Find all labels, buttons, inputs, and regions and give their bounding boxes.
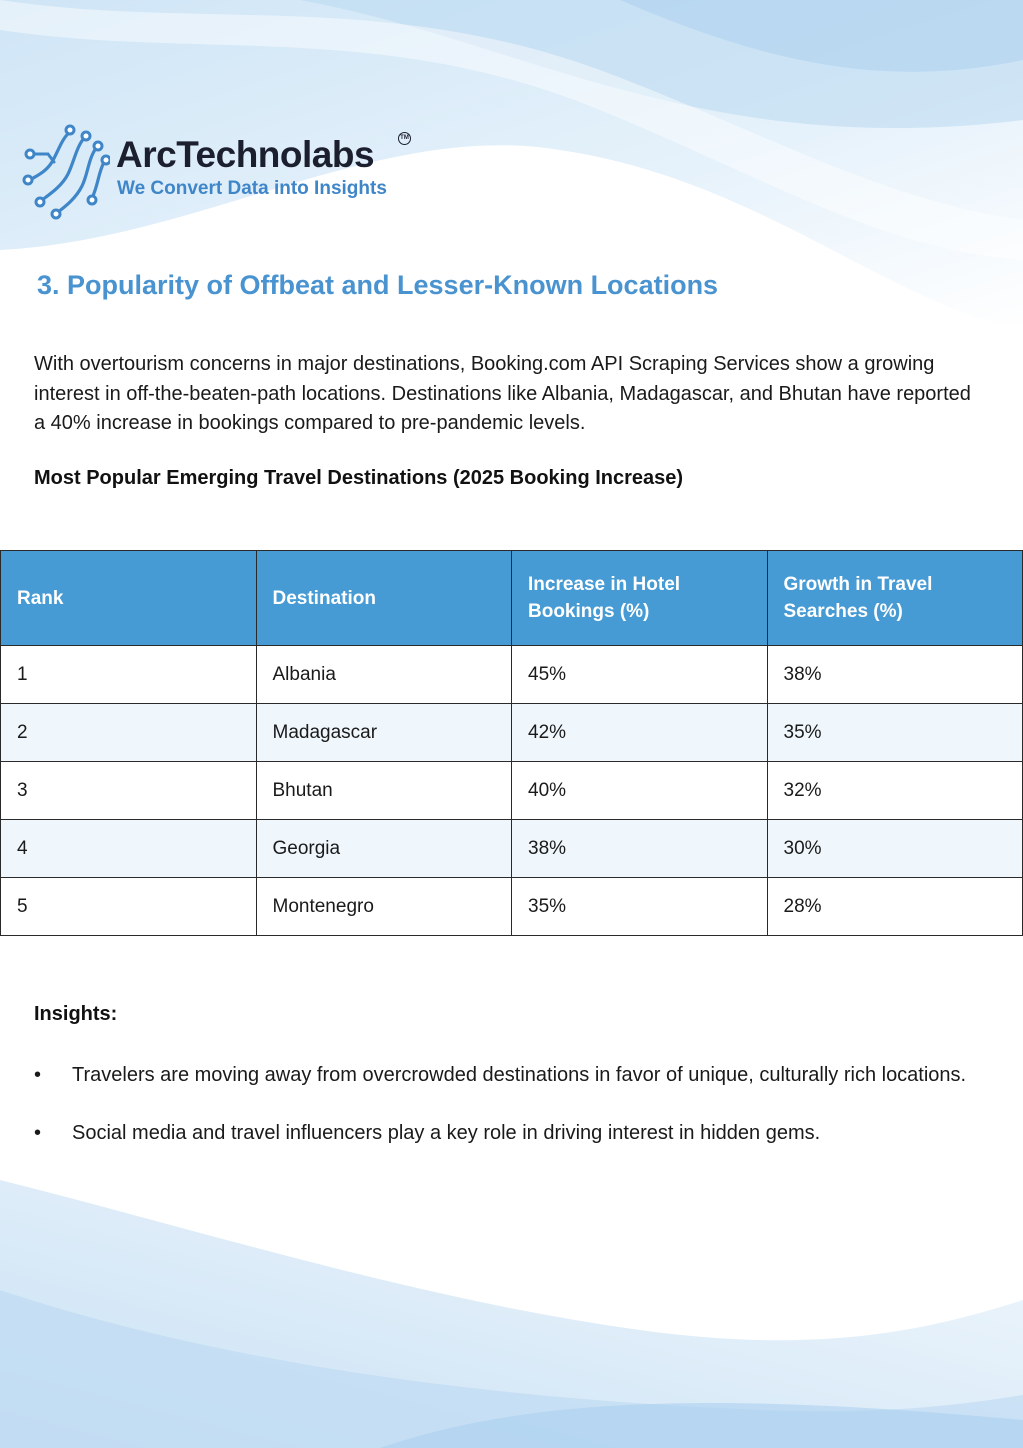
destination-cell: Bhutan — [256, 762, 512, 820]
table-row — [1, 704, 1023, 762]
rank-cell: 3 — [1, 762, 257, 820]
column-header-travel-searches: Growth in Travel Searches (%) — [767, 551, 1023, 646]
trademark-symbol: TM — [398, 132, 411, 145]
table-title: Most Popular Emerging Travel Destinations (2025 Booking Increase) — [34, 467, 684, 489]
brand-logo — [22, 118, 422, 224]
rank-cell: 2 — [1, 704, 257, 762]
table-row — [1, 878, 1023, 936]
insight-text: Travelers are moving away from overcrowded destinations in favor of unique, culturally rich locations. — [72, 1064, 967, 1086]
bullet-icon: • — [34, 1064, 42, 1086]
travel-searches-cell: 30% — [767, 820, 1023, 878]
travel-searches-cell: 32% — [767, 762, 1023, 820]
section-heading: 3. Popularity of Offbeat and Lesser-Known Locations — [37, 270, 719, 300]
hotel-bookings-cell: 42% — [512, 704, 768, 762]
rank-cell: 4 — [1, 820, 257, 878]
hotel-bookings-cell: 40% — [512, 762, 768, 820]
travel-searches-cell: 38% — [767, 646, 1023, 704]
brand-name: ArcTechnolabs — [116, 134, 375, 175]
list-item — [34, 1061, 994, 1090]
intro-paragraph: With overtourism concerns in major destinations, Booking.com API Scraping Services show a growing interest in off-the-beaten-path locations. Destinations like Albania, Madagascar, and Bhutan have reported a 40% increase in bookings compared to pre-pandemic levels. — [34, 353, 971, 434]
bullet-icon: • — [34, 1122, 42, 1144]
hotel-bookings-cell: 45% — [512, 646, 768, 704]
destination-cell: Georgia — [256, 820, 512, 878]
hotel-bookings-cell: 35% — [512, 878, 768, 936]
destinations-table — [0, 550, 1023, 936]
destination-cell: Montenegro — [256, 878, 512, 936]
brand-tagline: We Convert Data into Insights — [117, 178, 387, 199]
column-header-rank: Rank — [1, 551, 257, 646]
travel-searches-cell: 35% — [767, 704, 1023, 762]
table-header-row — [1, 551, 1023, 646]
hotel-bookings-cell: 38% — [512, 820, 768, 878]
rank-cell: 1 — [1, 646, 257, 704]
column-header-hotel-bookings: Increase in Hotel Bookings (%) — [512, 551, 768, 646]
insights-list — [34, 1061, 994, 1177]
table-row — [1, 762, 1023, 820]
travel-searches-cell: 28% — [767, 878, 1023, 936]
insights-title: Insights: — [34, 1003, 118, 1025]
insight-text: Social media and travel influencers play a key role in driving interest in hidden gems. — [72, 1122, 821, 1144]
destination-cell: Madagascar — [256, 704, 512, 762]
rank-cell: 5 — [1, 878, 257, 936]
table-row — [1, 820, 1023, 878]
circuit-brain-icon — [22, 118, 110, 222]
destination-cell: Albania — [256, 646, 512, 704]
list-item — [34, 1119, 994, 1148]
table-row — [1, 646, 1023, 704]
column-header-destination: Destination — [256, 551, 512, 646]
